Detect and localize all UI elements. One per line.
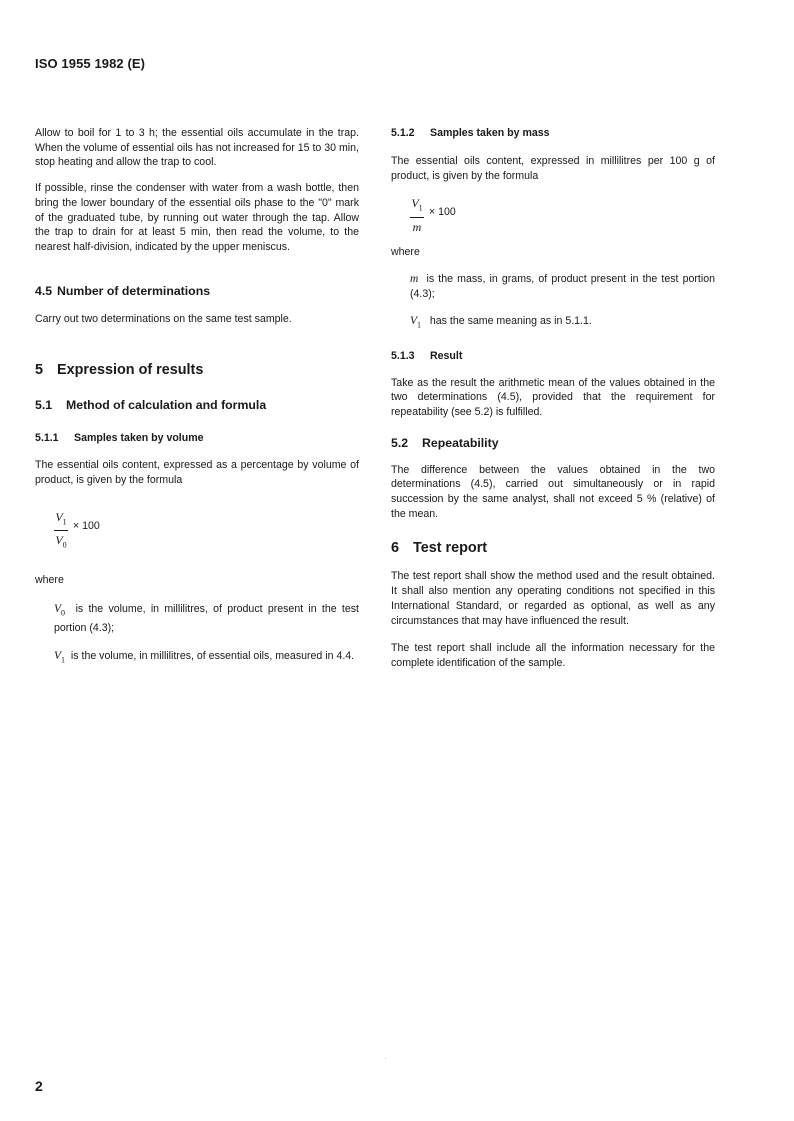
section-title: Expression of results <box>57 362 204 379</box>
section-5-2-heading <box>391 436 715 451</box>
formula-denominator-subscript: 0 <box>62 540 67 550</box>
definition-m <box>391 272 715 301</box>
section-number: 5.1.3 <box>391 349 415 362</box>
section-number: 5.1.2 <box>391 127 415 139</box>
mass-formula <box>391 196 715 236</box>
section-number: 4.5 <box>35 283 53 298</box>
section-number: 5.1.1 <box>35 432 59 445</box>
formula-fraction <box>410 196 424 233</box>
section-title: Number of determinations <box>57 283 211 298</box>
formula-numerator-subscript: 1 <box>62 517 67 527</box>
definition-v0 <box>35 602 359 636</box>
document-header: ISO 1955 1982 (E) <box>35 56 146 71</box>
section-5-2-text: The difference between the values obtained in the two determinations (4.5), carried out simultaneously or in rapid succession by the same analyst, shall not exceed 5 % (relative) of the mean. <box>391 463 715 520</box>
section-number: 5.1 <box>35 398 53 413</box>
fraction-bar <box>410 217 424 218</box>
variable-symbol <box>54 603 66 618</box>
variable-subscript: 1 <box>61 655 66 665</box>
formula-multiplier: × 100 <box>73 519 100 532</box>
volume-formula <box>35 510 359 550</box>
section-number: 5.2 <box>391 435 409 450</box>
variable-symbol <box>54 650 66 665</box>
definition-text: is the volume, in millilitres, of essential oils, measured in 4.4. <box>70 650 355 663</box>
variable-letter: V <box>54 650 62 663</box>
scan-artifact <box>385 1058 386 1059</box>
where-label: where <box>35 573 64 586</box>
formula-numerator: V <box>411 196 419 211</box>
variable-letter: V <box>410 314 418 327</box>
variable-subscript: 1 <box>417 319 422 329</box>
test-report-paragraph-2: The test report shall include all the information necessary for the complete identification of the sample. <box>391 642 715 669</box>
section-5-1-2-text: The essential oils content, expressed in millilitres per 100 g of product, is given by the formula <box>391 155 715 182</box>
section-title: Samples taken by volume <box>74 432 204 445</box>
formula-denominator: m <box>412 219 422 234</box>
section-5-1-2-heading <box>391 126 715 140</box>
section-5-1-3-text: Take as the result the arithmetic mean of the values obtained in the two determinations (4.5), provided that the requirement for repeatability (see 5.2) is fulfilled. <box>391 376 715 418</box>
formula-numerator-subscript: 1 <box>418 203 423 213</box>
fraction-bar <box>54 530 68 531</box>
formula-fraction <box>54 510 68 553</box>
definition-text: is the volume, in millilitres, of product present in the test portion (4.3); <box>54 603 359 635</box>
section-4-5-text: Carry out two determinations on the same test sample. <box>35 312 292 325</box>
variable-symbol: m <box>410 273 419 286</box>
rinse-paragraph: If possible, rinse the condenser with water from a wash bottle, then bring the lower boundary of the essential oils phase to the "0" mark of the graduated tube, by running out water through the tap. Allow the trap to drain for at least 5 min, then read the volume, to the nearest half-division, indicated by the upper meniscus. <box>35 182 359 253</box>
where-label: where <box>391 246 420 259</box>
left-column <box>35 126 359 668</box>
variable-letter: V <box>54 603 62 616</box>
section-title: Repeatability <box>422 435 499 450</box>
section-5-heading <box>35 361 359 379</box>
section-number: 6 <box>391 540 400 557</box>
section-6-heading <box>391 539 715 557</box>
section-title: Result <box>430 349 463 362</box>
test-report-paragraph-1: The test report shall show the method used and the result obtained. It shall also mention any operating conditions not specified in this International Standard, or regarded as optional, as well as any circumstances that may have influenced the result. <box>391 570 715 627</box>
section-title: Method of calculation and formula <box>66 398 267 413</box>
section-title: Samples taken by mass <box>430 127 550 139</box>
definition-v1 <box>391 314 715 333</box>
definition-text: has the same meaning as in 5.1.1. <box>429 314 592 327</box>
section-5-1-1-text: The essential oils content, expressed as a percentage by volume of product, is given by the formula <box>35 459 359 487</box>
right-column <box>391 126 715 671</box>
formula-numerator: V <box>55 509 63 524</box>
formula-denominator: V <box>55 533 63 548</box>
section-title: Test report <box>413 540 488 557</box>
definition-text: is the mass, in grams, of product present in the test portion (4.3); <box>410 273 715 300</box>
definition-v1 <box>35 649 359 668</box>
formula-multiplier: × 100 <box>429 206 456 219</box>
section-5-1-heading <box>35 398 359 413</box>
section-5-1-1-heading <box>35 431 359 445</box>
variable-subscript: 0 <box>61 608 66 618</box>
section-5-1-3-heading <box>391 349 715 363</box>
section-4-5-heading <box>35 284 359 299</box>
boil-paragraph: Allow to boil for 1 to 3 h; the essential oils accumulate in the trap. When the volume of essential oils has not increased for 15 to 30 min, stop heating and allow the trap to cool. <box>35 127 359 169</box>
variable-symbol <box>410 315 421 327</box>
page-number: 2 <box>35 1078 43 1094</box>
section-number: 5 <box>35 362 44 379</box>
